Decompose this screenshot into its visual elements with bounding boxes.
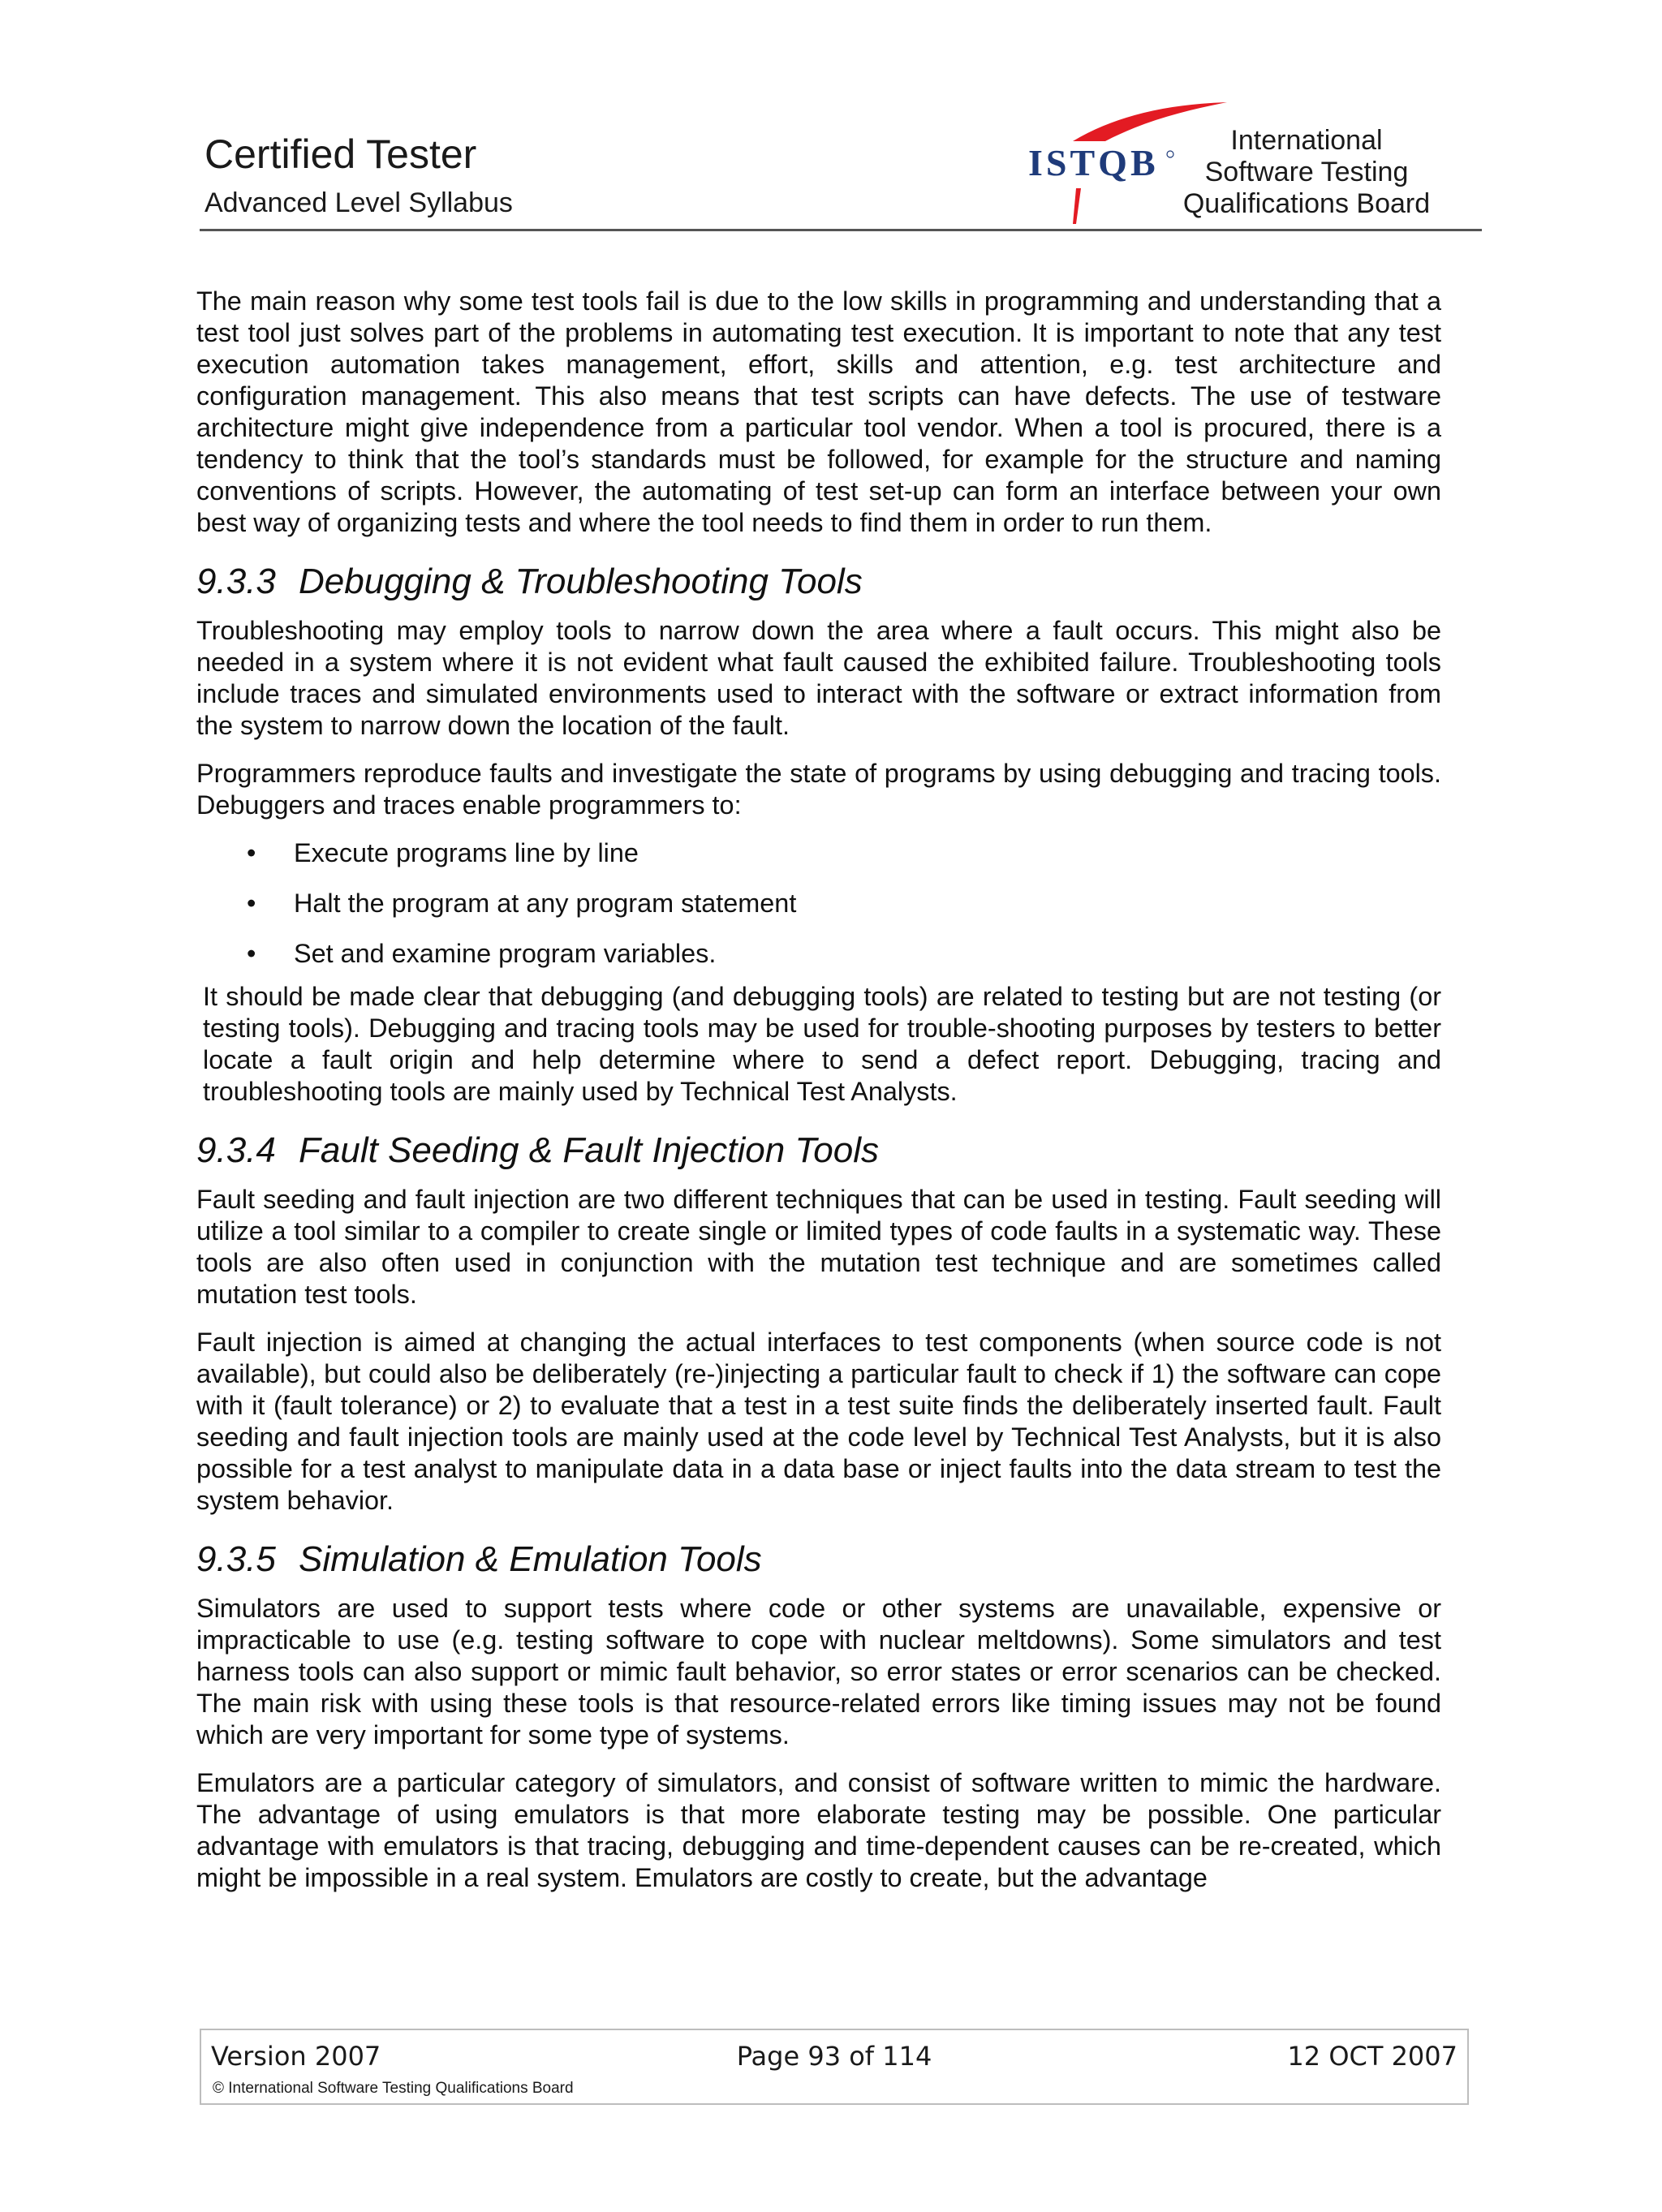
page-content [196,286,1441,1910]
paragraph: Simulators are used to support tests where code or other systems are unavailable, expensive or impracticable to use (e.g. testing software to cope with nuclear meltdowns). Some simulators and test harness tools can also support or mimic fault behavior, so error states or error scenarios can be checked. The main risk with using these tools is that resource-related errors like timing issues may not be found which are very important for some type of systems. [196,1594,1441,1749]
section-heading-9-3-3 [196,560,1441,604]
section-number: 9.3.4 [196,1130,276,1170]
footer-date: 12 OCT 2007 [1287,2041,1457,2072]
list-item-text: Set and examine program variables. [294,939,717,968]
section-heading-9-3-5 [196,1538,1441,1582]
logo-tail [1073,188,1081,224]
footer-copyright: © International Software Testing Qualifications Board [213,2080,574,2097]
page-footer [200,2029,1469,2105]
paragraph: Programmers reproduce faults and investigate the state of programs by using debugging and tracing tools. Debuggers and traces enable programmers to: [196,759,1441,820]
organization-name [1169,125,1445,220]
bullet-list [196,837,1441,970]
paragraph: It should be made clear that debugging (and debugging tools) are related to testing but are not testing (or testing tools). Debugging and tracing tools may be used for trouble-shooting purposes by testers to better locate a fault origin and help determine where to send a defect report. Debugging, tracing and troubleshooting tools are mainly used by Technical Test Analysts. [203,982,1441,1106]
footer-version: Version 2007 [211,2041,381,2072]
header-divider [200,229,1482,231]
document-subtitle: Advanced Level Syllabus [205,187,513,218]
paragraph: Troubleshooting may employ tools to narrow down the area where a fault occurs. This might also be needed in a system where it is not evident what fault caused the exhibited failure. Troubleshooting tools include traces and simulated environments used to interact with the software or extract information from the system to narrow down the location of the fault. [196,616,1441,740]
list-item [196,837,1441,869]
paragraph: Emulators are a particular category of simulators, and consist of software written to mimic the hardware. The advantage of using emulators is that more elaborate testing may be possible. One particular advantage with emulators is that tracing, debugging and time-dependent causes can be re-created, which might be impossible in a real system. Emulators are costly to create, but the advantage [196,1768,1441,1892]
footer-page-number: Page 93 of 114 [736,2041,932,2072]
section-number: 9.3.3 [196,562,276,601]
list-item [196,938,1441,970]
list-item-text: Halt the program at any program statement [294,889,797,918]
document-title: Certified Tester [205,131,477,177]
paragraph: Fault injection is aimed at changing the actual interfaces to test components (when source code is not available), but could also be deliberately (re-)injecting a particular fault to check if 1) the software can cope with it (fault tolerance) or 2) to evaluate that a test in a test suite finds the deliberately inserted fault. Fault seeding and fault injection tools are mainly used at the code level by Technical Test Analysts, but it is also possible for a test analyst to manipulate data in a data base or inject faults into the data stream to test the system behavior. [196,1328,1441,1515]
footer-row [211,2038,1457,2074]
bullet-icon: • [247,939,256,968]
section-heading-9-3-4 [196,1129,1441,1173]
org-line: International [1230,125,1383,156]
section-title: Debugging & Troubleshooting Tools [299,562,863,601]
section-title: Simulation & Emulation Tools [299,1539,762,1579]
bullet-icon: • [247,889,256,918]
paragraph: Fault seeding and fault injection are two different techniques that can be used in testing. Fault seeding will utilize a tool similar to a compiler to create single or limited types of code faults in a systematic way. These tools are also often used in conjunction with the mutation test technique and are sometimes called mutation test tools. [196,1185,1441,1309]
list-item [196,888,1441,919]
logo-wordmark: ISTQB [1028,142,1159,183]
bullet-icon: • [247,838,256,867]
org-line: Software Testing [1204,157,1409,187]
section-title: Fault Seeding & Fault Injection Tools [299,1130,880,1170]
intro-paragraph: The main reason why some test tools fail is due to the low skills in programming and understanding that a test tool just solves part of the problems in automating test execution. It is important to note that any test execution automation takes management, effort, skills and attention, e.g. test architecture and configuration management. This also means that test scripts can have defects. The use of testware architecture might give independence from a particular tool vendor. When a tool is procured, there is a tendency to think that the tool’s standards must be followed, for example for the structure and naming conventions of scripts. However, the automating of test set-up can form an interface between your own best way of organizing tests and where the tool needs to find them in order to run them. [196,286,1441,537]
list-item-text: Execute programs line by line [294,838,639,867]
section-number: 9.3.5 [196,1539,276,1579]
org-line: Qualifications Board [1182,188,1431,219]
